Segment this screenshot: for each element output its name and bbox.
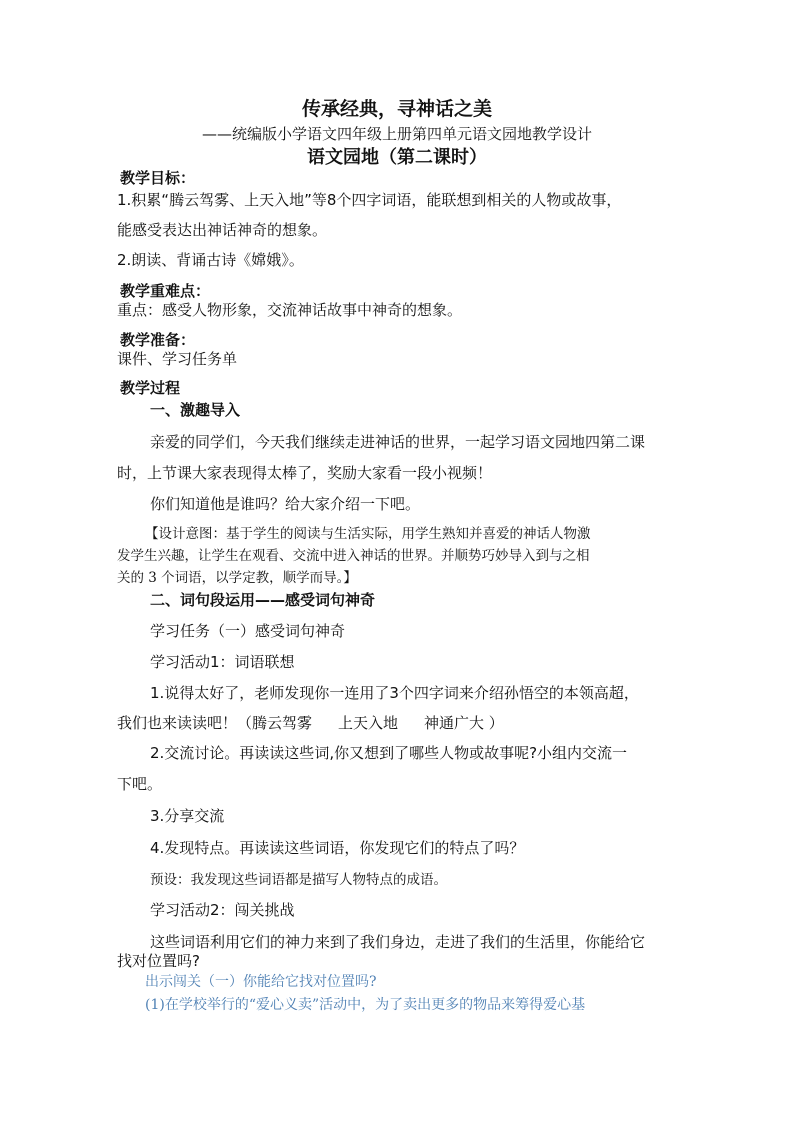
objective-2: 2.朗读、背诵古诗《嫦娥》。 xyxy=(117,251,304,269)
learning-activity-1: 学习活动1：词语联想 xyxy=(150,653,295,671)
learning-activity-2: 学习活动2：闯关挑战 xyxy=(150,901,295,919)
section-1-paragraph-2: 你们知道他是谁吗？给大家介绍一下吧。 xyxy=(150,495,421,513)
key-points-heading: 教学重难点： xyxy=(120,282,211,300)
step-1-words-intro: 我们也来读读吧！（腾云驾雾 xyxy=(117,714,313,732)
design-intent-line-3: 关的 3 个词语，以学定教，顺学而导。】 xyxy=(117,570,357,586)
challenge-question-1: (1)在学校举行的“爱心义卖”活动中，为了卖出更多的物品来筹得爱心基 xyxy=(145,997,586,1013)
activity-2-paragraph-line-1: 这些词语利用它们的神力来到了我们身边，走进了我们的生活里，你能给它 xyxy=(150,933,646,951)
preparation-text: 课件、学习任务单 xyxy=(117,350,238,368)
key-points-text: 重点：感受人物形象，交流神话故事中神奇的想象。 xyxy=(117,301,463,319)
lesson-title: 语文园地（第二课时） xyxy=(307,147,487,168)
step-2-line-2: 下吧。 xyxy=(117,775,163,793)
section-1-paragraph-1-line-1: 亲爱的同学们，今天我们继续走进神话的世界，一起学习语文园地四第二课 xyxy=(150,433,646,451)
section-2-title: 二、词句段运用——感受词句神奇 xyxy=(150,591,376,609)
section-1-title: 一、激趣导入 xyxy=(150,401,241,419)
design-intent-line-2: 发学生兴趣，让学生在观看、交流中进入神话的世界。并顺势巧妙导入到与之相 xyxy=(117,548,590,564)
design-intent-line-1: 【设计意图：基于学生的阅读与生活实际，用学生熟知并喜爱的神话人物激 xyxy=(145,526,591,542)
objective-1-line-1: 1.积累“腾云驾雾、上天入地”等8个四字词语，能联想到相关的人物或故事， xyxy=(117,191,622,209)
activity-2-paragraph-line-2: 找对位置吗? xyxy=(117,952,200,970)
challenge-title: 出示闯关（一）你能给它找对位置吗? xyxy=(145,974,377,990)
process-heading: 教学过程 xyxy=(120,379,181,397)
step-4: 4.发现特点。再读读这些词语，你发现它们的特点了吗？ xyxy=(150,839,525,857)
section-1-paragraph-1-line-2: 时，上节课大家表现得太棒了，奖励大家看一段小视频！ xyxy=(117,464,493,482)
step-2-line-1: 2.交流讨论。再读读这些词,你又想到了哪些人物或故事呢?小组内交流一 xyxy=(150,744,628,762)
objective-1-line-2: 能感受表达出神话神奇的想象。 xyxy=(117,221,328,239)
step-1-line-2 xyxy=(117,713,504,733)
objectives-heading: 教学目标： xyxy=(120,169,196,187)
preset-answer: 预设：我发现这些词语都是描写人物特点的成语。 xyxy=(150,872,447,888)
document-title: 传承经典，寻神话之美 xyxy=(301,98,492,120)
step-3: 3.分享交流 xyxy=(150,807,225,825)
step-1-line-1: 1.说得太好了，老师发现你一连用了3个四字词来介绍孙悟空的本领高超， xyxy=(150,684,639,702)
step-1-word-3: 神通广大 ） xyxy=(424,714,504,732)
document-subtitle: ——统编版小学语文四年级上册第四单元语文园地教学设计 xyxy=(201,125,592,143)
learning-task-1: 学习任务（一）感受词句神奇 xyxy=(150,622,346,640)
preparation-heading: 教学准备： xyxy=(120,331,196,349)
step-1-word-2: 上天入地 xyxy=(338,714,399,732)
